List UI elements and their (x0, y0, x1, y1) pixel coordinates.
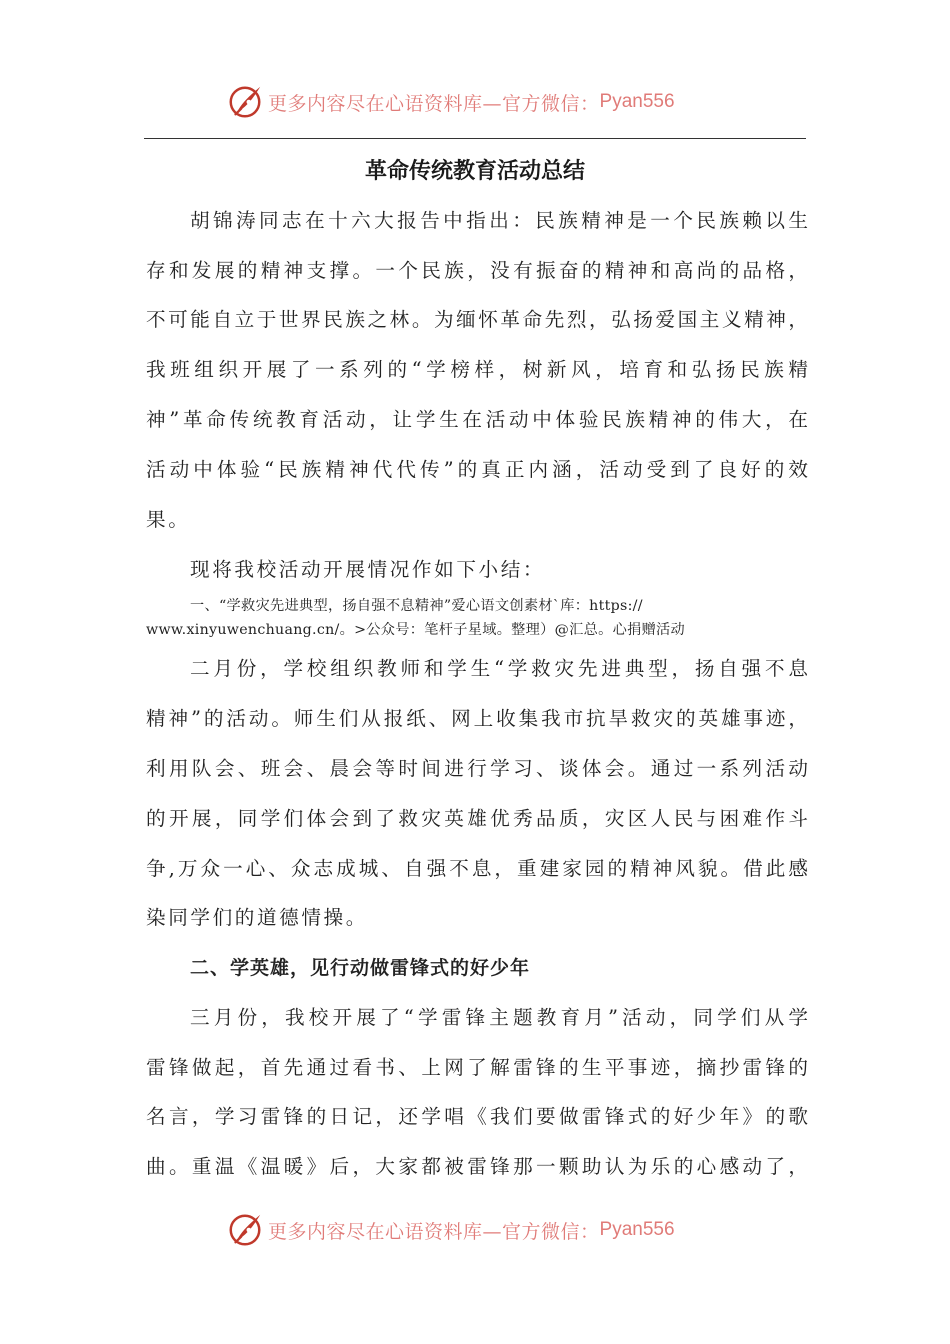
body-line: 三月份，我校开展了“学雷锋主题教育月”活动，同学们从学 (190, 1006, 808, 1029)
banner-text: 更多内容尽在心语资料库—官方微信： (268, 1220, 600, 1243)
body-line: 我班组织开展了一系列的“学榜样，树新风，培育和弘扬民族精 (146, 358, 808, 381)
quill-pen-logo-icon (226, 83, 264, 121)
quill-pen-logo-icon (226, 1211, 264, 1249)
section-heading: 二、学英雄，见行动做雷锋式的好少年 (190, 957, 531, 979)
section-heading-small: www.xinyuwenchuang.cn/。>公众号：笔杆子星域。整理）@汇总。心捐赠活动 (146, 622, 686, 638)
banner-text: 更多内容尽在心语资料库—官方微信： (268, 92, 600, 115)
document-title: 革命传统教育活动总结 (364, 159, 585, 184)
body-line: 名言，学习雷锋的日记，还学唱《我们要做雷锋式的好少年》的歌 (146, 1105, 808, 1128)
body-line: 利用队会、班会、晨会等时间进行学习、谈体会。通过一系列活动 (146, 757, 808, 780)
banner-wechat-id: Pyan556 (599, 91, 675, 112)
body-line: 现将我校活动开展情况作如下小结： (190, 558, 546, 581)
body-line: 果。 (146, 508, 191, 531)
body-line: 争,万众一心、众志成城、自强不息，重建家园的精神风貌。借此感 (146, 857, 808, 880)
footer-banner (226, 1208, 675, 1252)
body-line: 染同学们的道德情操。 (146, 906, 368, 929)
body-line: 不可能自立于世界民族之林。为缅怀革命先烈，弘扬爱国主义精神， (146, 308, 808, 331)
banner-wechat-id: Pyan556 (599, 1219, 675, 1240)
body-line: 精神”的活动。师生们从报纸、网上收集我市抗旱救灾的英雄事迹， (146, 707, 808, 730)
body-line: 存和发展的精神支撑。一个民族，没有振奋的精神和高尚的品格， (146, 259, 808, 282)
body-line: 神”革命传统教育活动，让学生在活动中体验民族精神的伟大，在 (146, 408, 808, 431)
section-heading-small: 一、“学救灾先进典型，扬自强不息精神”爱心语文创素材`库：https:// (190, 598, 643, 614)
body-line: 曲。重温《温暖》后，大家都被雷锋那一颗助认为乐的心感动了， (146, 1155, 808, 1178)
header-rule (144, 138, 806, 139)
header-banner (226, 80, 675, 124)
body-line: 雷锋做起，首先通过看书、上网了解雷锋的生平事迹，摘抄雷锋的 (146, 1056, 808, 1079)
body-line: 胡锦涛同志在十六大报告中指出：民族精神是一个民族赖以生 (190, 209, 808, 232)
body-line: 的开展，同学们体会到了救灾英雄优秀品质，灾区人民与困难作斗 (146, 807, 808, 830)
body-line: 二月份，学校组织教师和学生“学救灾先进典型，扬自强不息 (190, 657, 808, 680)
body-line: 活动中体验“民族精神代代传”的真正内涵，活动受到了良好的效 (146, 458, 808, 481)
